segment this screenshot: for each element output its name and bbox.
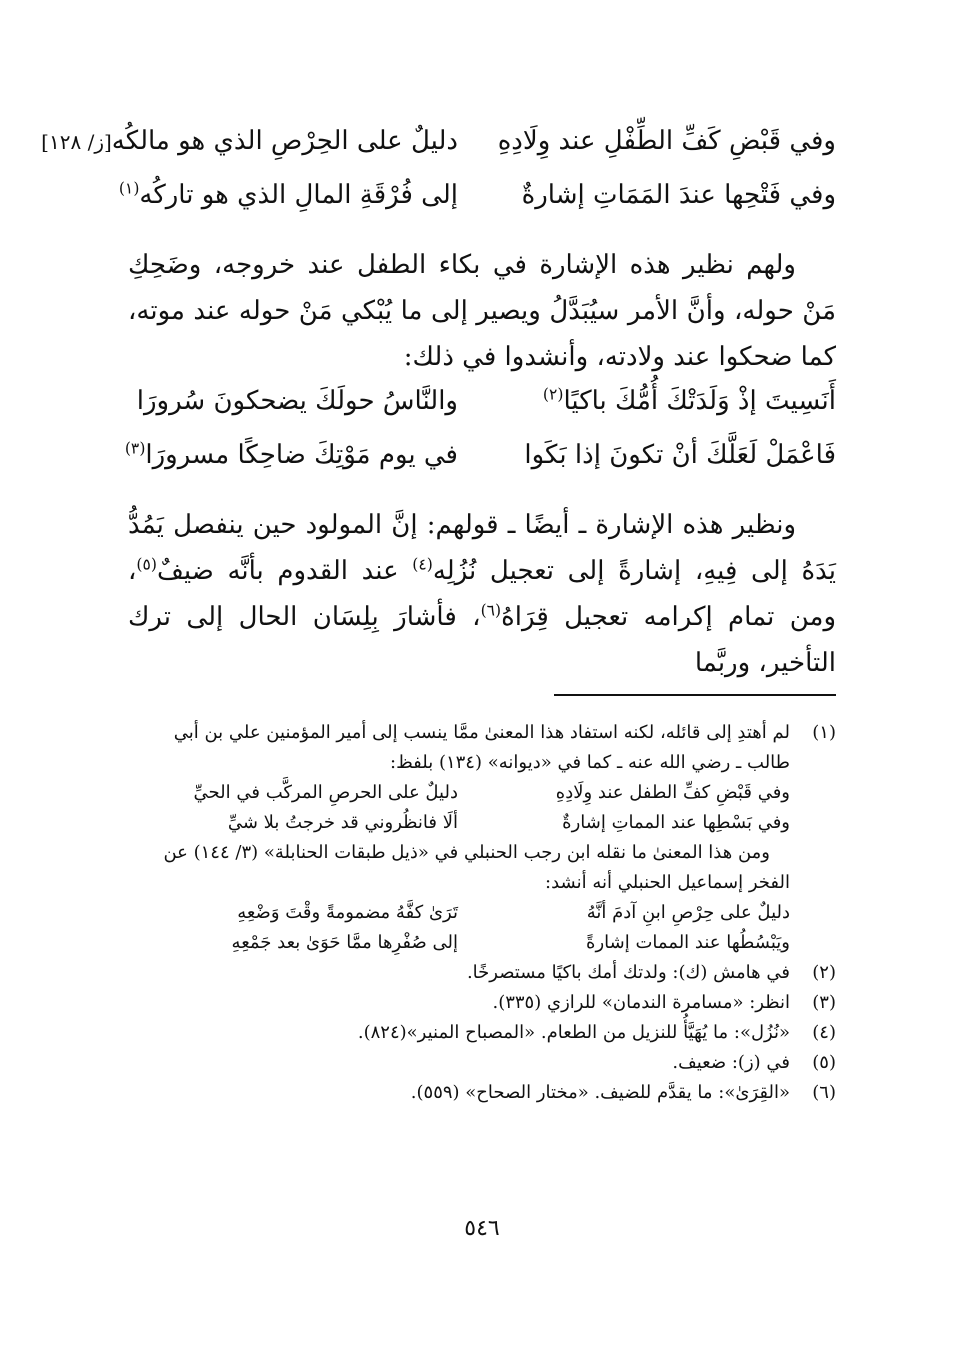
verse-hemistich: وفي فَتْحِها عندَ المَمَاتِ إشارةٌ <box>521 180 836 210</box>
footnote-divider <box>554 694 836 696</box>
footnote <box>128 988 836 1018</box>
footnote <box>128 1078 836 1108</box>
verse-line <box>118 179 836 236</box>
verse-hemistich <box>41 126 458 156</box>
verse-hemistich: دليلٌ على الحرصِ المركَّب في الحيِّ <box>193 782 458 803</box>
footnote <box>128 1048 836 1078</box>
footnote-number: (٣) <box>812 992 836 1013</box>
hemistich-text: إلى فُرْقَةِ المالِ الذي هو تاركُه <box>139 180 458 210</box>
paragraph: ولهم نظير هذه الإشارة في بكاء الطفل عند خروجه، وضَحِكِ مَنْ حوله، وأنَّ الأمر سيُبَدَّلُ ويصير إلى ما يُبْكي مَنْ حوله عند موته، كما ضحكوا عند ولادته، وأنشدوا في ذلك: <box>128 250 836 372</box>
verse-line <box>41 126 836 182</box>
footnote-verse-line <box>128 898 790 928</box>
verse-hemistich: وفي قَبْضِ كفِّ الطفل عند وِلَادِهِ <box>555 782 790 803</box>
paragraph-text: ونظير هذه الإشارة ـ أيضًا ـ قولهم: إنَّ المولود حين ينفصل يَمُدُّ يَدَهُ إلى فِيهِ، إشارةً إلى تعجيل نُزُلِه <box>128 510 836 586</box>
verse-line <box>124 439 836 496</box>
footnote-text: ومن هذا المعنىٰ ما نقله ابن رجب الحنبلي في «ذيل طبقات الحنابلة» (٣/ ١٤٤) عن الفخر إسماعيل الحنبلي أنه أنشد: <box>163 842 790 893</box>
footnote <box>128 718 836 958</box>
footnote-text: انظر: «مسامرة الندمان» للرازي (٣٣٥). <box>492 992 790 1013</box>
main-text <box>41 126 836 694</box>
verse-hemistich: فَاعْمَلْ لَعَلَّكَ أنْ تكونَ إذا بَكَوا <box>524 440 836 470</box>
paragraph <box>128 502 836 686</box>
footnote-number: (٦) <box>812 1082 836 1103</box>
verse-hemistich <box>124 439 458 470</box>
verse-hemistich: تَرَىٰ كفَّهُ مضمومةً وقْتَ وَضْعِهِ <box>237 902 458 923</box>
page-number: ٥٤٦ <box>464 1216 500 1241</box>
footnote-text: «نُزُل»: ما يُهَيَّأُ للنزيل من الطعام. «المصباح المنير»(٨٢٤). <box>357 1022 790 1043</box>
verse-hemistich: ويَبْسُطُها عند الممات إشارةً <box>586 932 790 953</box>
verse-hemistich <box>118 179 458 210</box>
footnote-number: (٥) <box>812 1052 836 1073</box>
footnote <box>128 1018 836 1048</box>
footnote-verse-line <box>128 928 790 958</box>
verse-hemistich: والنَّاسُ حولَكَ يضحكونَ سُرورَا <box>136 386 458 416</box>
footnote-number: (٢) <box>812 962 836 983</box>
footnote-text: «القِرَىٰ»: ما يقدَّم للضيف. «مختار الصحاح» (٥٥٩). <box>410 1082 790 1103</box>
footnote-ref[interactable]: (٦) <box>480 601 502 620</box>
footnote-text: في (ز): ضعيف. <box>672 1052 790 1073</box>
manuscript-marker: [ز/ ١٢٨] <box>41 130 112 154</box>
footnote-text: لم أهتدِ إلى قائله، لكنه استفاد هذا المعنىٰ ممَّا ينسب إلى أمير المؤمنين علي بن أبي طالب ـ رضي الله عنه ـ كما في «ديوانه» (١٣٤) بلفظ: <box>173 722 790 773</box>
footnotes <box>128 718 836 1108</box>
footnote-text: في هامش (ك): ولدتك أمك باكيًا مستصرخًا. <box>466 962 790 983</box>
footnote-ref[interactable]: (١) <box>118 179 140 198</box>
footnote-verse-line <box>128 808 790 838</box>
hemistich-text: في يوم مَوْتِكَ ضاحِكًا مسرورَا <box>145 440 458 470</box>
footnote <box>128 958 836 988</box>
footnote-ref[interactable]: (٥) <box>136 555 157 574</box>
footnote-verse-line <box>128 778 790 808</box>
paragraph-text: ، ومن تمام إكرامه تعجيل قِرَاهُ <box>128 556 836 632</box>
verse-hemistich <box>466 385 836 416</box>
verse-hemistich: دليلٌ على حِرْصِ ابنِ آدمَ أنَّهُ <box>586 902 790 923</box>
footnote-ref[interactable]: (٤) <box>412 555 433 574</box>
verse-line <box>128 385 836 442</box>
hemistich-text: أَنَسِيتَ إذْ وَلَدَتْكَ أُمُّكَ باكيًا <box>563 386 836 416</box>
footnote-number: (٤) <box>812 1022 836 1043</box>
verse-hemistich: إلى صُفْرِها ممَّا حَوَىٰ بعد جَمْعِهِ <box>231 932 458 953</box>
verse-hemistich: وفي قَبْضِ كَفِّ الطِّفْلِ عند وِلَادِهِ <box>497 126 836 156</box>
hemistich-text: دليلٌ على الحِرْصِ الذي هو مالكُه <box>111 126 458 156</box>
paragraph-text: ، فأشارَ بِلِسَان الحال إلى ترك التأخير، وربَّما <box>128 602 836 678</box>
verse-hemistich: وفي بَسْطِها عند المماتِ إشارةٌ <box>562 812 790 833</box>
footnote-body <box>128 718 790 958</box>
footnote-ref[interactable]: (٢) <box>542 385 564 404</box>
paragraph-text: عند القدوم بأنَّه ضيفٌ <box>156 556 413 586</box>
verse-hemistich: ألَا فانظُروني قد خرجتُ بلا شيِّ <box>227 812 458 833</box>
footnote-number: (١) <box>812 722 836 743</box>
footnote-ref[interactable]: (٣) <box>124 439 146 458</box>
